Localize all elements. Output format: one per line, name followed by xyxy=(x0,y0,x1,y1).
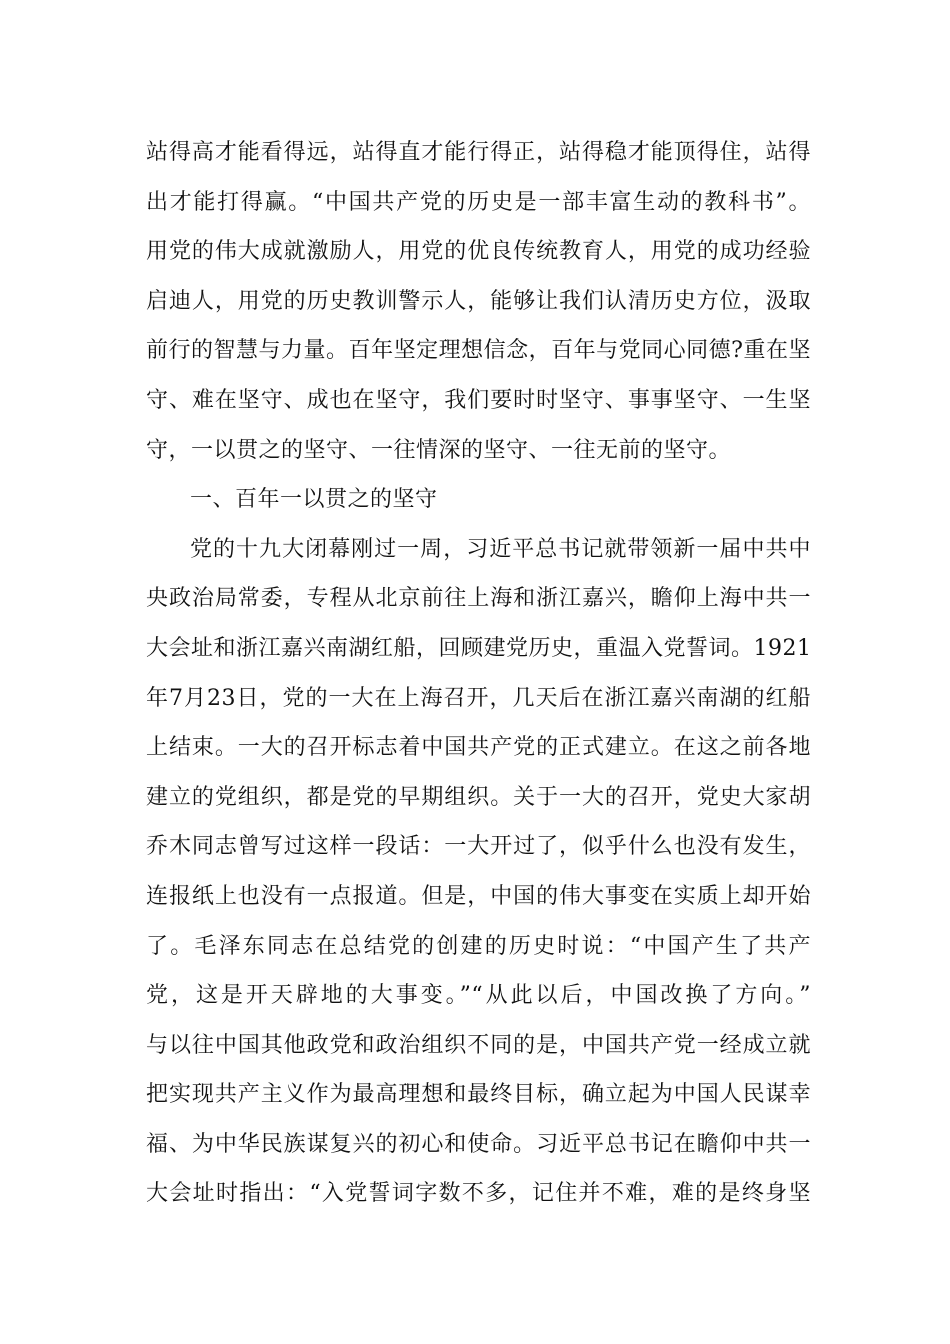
text-line: 把实现共产主义作为最高理想和最终目标，确立起为中国人民谋幸 xyxy=(146,1082,811,1108)
text-line: 连报纸上也没有一点报道。但是，中国的伟大事变在实质上却开始 xyxy=(146,883,811,909)
text-line: 乔木同志曾写过这样一段话：一大开过了，似乎什么也没有发生， xyxy=(146,834,811,860)
text-line: 央政治局常委，专程从北京前往上海和浙江嘉兴，瞻仰上海中共一 xyxy=(146,586,811,612)
section-paragraph xyxy=(146,525,811,1219)
intro-paragraph xyxy=(146,128,811,475)
section-heading: 一、百年一以贯之的坚守 xyxy=(190,487,438,513)
text-line: 上结束。一大的召开标志着中国共产党的正式建立。在这之前各地 xyxy=(146,735,811,761)
text-line: 年7月23日，党的一大在上海召开，几天后在浙江嘉兴南湖的红船 xyxy=(146,685,811,711)
text-line: 前行的智慧与力量。百年坚定理想信念，百年与党同心同德?重在坚 xyxy=(146,338,811,364)
text-line: 了。毛泽东同志在总结党的创建的历史时说：“中国产生了共产 xyxy=(146,933,811,959)
text-line: 大会址和浙江嘉兴南湖红船，回顾建党历史，重温入党誓词。1921 xyxy=(146,635,812,661)
text-line: 与以往中国其他政党和政治组织不同的是，中国共产党一经成立就 xyxy=(146,1032,811,1058)
text-line: 大会址时指出：“入党誓词字数不多，记住并不难，难的是终身坚 xyxy=(146,1181,811,1207)
text-line: 福、为中华民族谋复兴的初心和使命。习近平总书记在瞻仰中共一 xyxy=(146,1131,811,1157)
text-line: 用党的伟大成就激励人，用党的优良传统教育人，用党的成功经验 xyxy=(146,239,811,265)
text-line: 守，一以贯之的坚守、一往情深的坚守、一往无前的坚守。 xyxy=(146,437,732,463)
text-line: 守、难在坚守、成也在坚守，我们要时时坚守、事事坚守、一生坚 xyxy=(146,387,811,413)
text-line: 启迪人，用党的历史教训警示人，能够让我们认清历史方位，汲取 xyxy=(146,288,811,314)
document-body xyxy=(146,128,811,1219)
text-line: 党的十九大闭幕刚过一周，习近平总书记就带领新一届中共中 xyxy=(190,536,811,562)
text-line: 党，这是开天辟地的大事变。”“从此以后，中国改换了方向。” xyxy=(146,983,811,1009)
text-line: 出才能打得赢。“中国共产党的历史是一部丰富生动的教科书”。 xyxy=(146,189,811,215)
text-line: 站得高才能看得远，站得直才能行得正，站得稳才能顶得住，站得 xyxy=(146,140,811,165)
text-line: 建立的党组织，都是党的早期组织。关于一大的召开，党史大家胡 xyxy=(146,784,811,810)
